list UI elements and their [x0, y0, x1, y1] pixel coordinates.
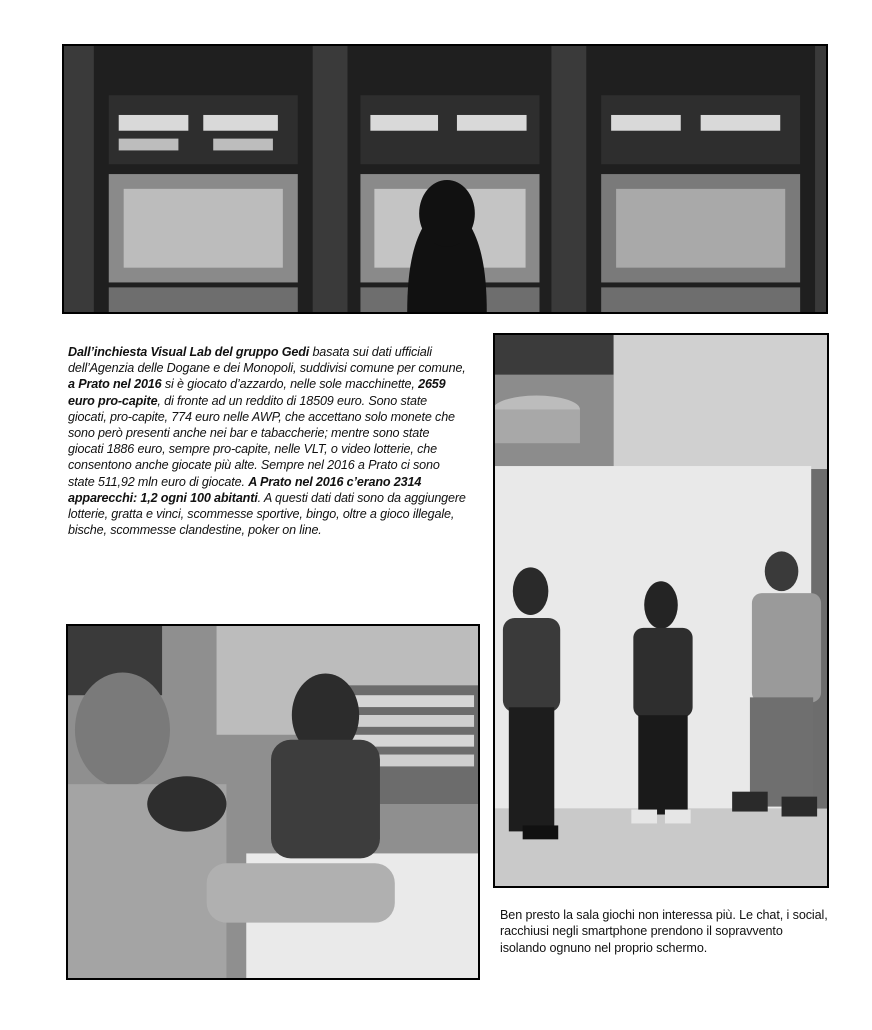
article-run: . A questi dati dati sono da aggiungere lotterie, gratta e vinci, scommesse sportive, bingo, oltre a gioco illegale, bische, scommesse clandestine, poker on line.	[68, 490, 466, 538]
table-people-illustration	[68, 626, 478, 978]
people-at-table-with-phones-photo	[66, 624, 480, 980]
slot-machine-right	[586, 46, 815, 312]
article-highlight: 2659 euro pro-capite	[68, 377, 446, 408]
standing-people-illustration	[495, 335, 827, 886]
article-highlight: A Prato nel 2016 c’erano 2314 apparecchi: 1,2 ogni 100 abitanti	[68, 474, 422, 505]
slot-machine-center	[348, 46, 552, 312]
slot-machine-left	[94, 46, 313, 312]
article-highlight: Dall’inchiesta Visual Lab del gruppo Gedi	[68, 345, 310, 359]
article-run: , di fronte ad un reddito di 18509 euro. Sono state giocati, pro-capite, 774 euro nelle AWP, che accettano solo monete che sono però presenti anche nei bar e tabaccherie; mentre sono state giocati 1886 euro, sempre pro-capite, nelle VLT, o video lotterie, che consentono anche giocate più alte. Sempre nel 2016 a Prato ci sono state 511,92 mln euro di giocate.	[68, 393, 455, 489]
photo-caption: Ben presto la sala giochi non interessa più. Le chat, i social, racchiusi negli smartphone prendono il sopravvento isolando ognuno nel proprio schermo.	[500, 908, 828, 955]
article-text	[68, 344, 466, 538]
young-people-standing-with-phones-photo	[493, 333, 829, 888]
article-highlight: a Prato nel 2016	[68, 377, 162, 392]
slot-machines-photo	[62, 44, 828, 314]
article-run: basata sui dati ufficiali dell’Agenzia delle Dogane e dei Monopoli, suddivisi comune per comune,	[68, 345, 466, 376]
article-run: si è giocato d’azzardo, nelle sole macchinette,	[161, 377, 419, 392]
person-partially-hidden	[147, 776, 226, 831]
slot-machines-illustration	[64, 46, 826, 312]
